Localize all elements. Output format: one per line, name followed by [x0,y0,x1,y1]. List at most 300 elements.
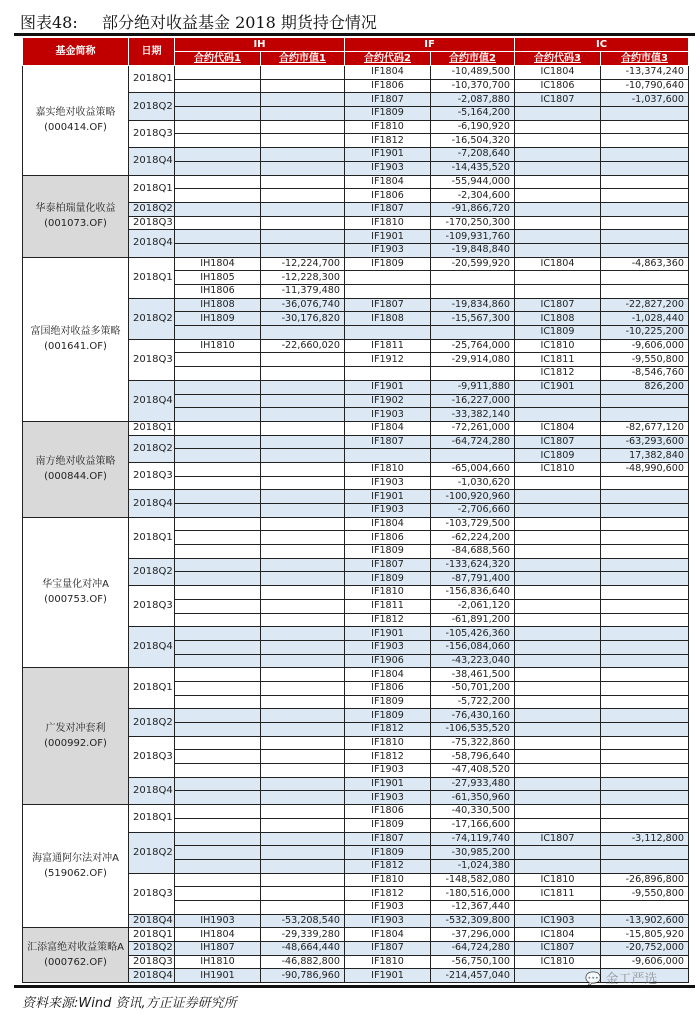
ih-code-cell [175,654,261,668]
quarter-cell: 2018Q1 [129,421,175,435]
ic-value-cell [601,900,689,914]
ic-value-cell: -1,037,600 [601,93,689,107]
ih-value-cell [261,736,345,750]
ic-value-cell: -3,112,800 [601,832,689,846]
if-code-cell: IF1809 [345,107,431,121]
ic-value-cell [601,271,689,285]
ih-code-cell [175,873,261,887]
if-value-cell: -58,796,640 [431,750,515,764]
ih-value-cell: -12,228,300 [261,271,345,285]
ih-code-cell [175,723,261,737]
ic-value-cell: -20,752,000 [601,942,689,956]
ih-code-cell [175,79,261,93]
ih-value-cell [261,353,345,367]
ic-code-cell [515,243,601,257]
ih-code-cell [175,353,261,367]
ic-code-cell: IC1811 [515,887,601,901]
if-value-cell: -148,582,080 [431,873,515,887]
ih-value-cell [261,640,345,654]
if-code-cell: IF1806 [345,531,431,545]
fund-name: 华泰柏瑞量化收益 [35,203,116,215]
ih-value-cell [261,476,345,490]
table-row [23,257,689,271]
if-value-cell: -64,724,280 [431,435,515,449]
ic-code-cell: IC1811 [515,353,601,367]
ic-value-cell [601,134,689,148]
ic-value-cell: -8,546,760 [601,367,689,381]
header-contract-code-3: 合约代码3 [515,52,601,66]
ih-code-cell [175,421,261,435]
ih-value-cell [261,148,345,162]
ic-code-cell [515,695,601,709]
if-value-cell: -65,004,660 [431,462,515,476]
ic-code-cell: IC1807 [515,435,601,449]
ih-value-cell: -11,379,480 [261,285,345,299]
table-row [23,928,689,942]
fund-name: 华宝量化对冲A [42,579,109,591]
ic-value-cell [601,572,689,586]
if-code-cell: IF1810 [345,955,431,969]
if-value-cell: -72,261,000 [431,421,515,435]
ih-value-cell [261,175,345,189]
ic-code-cell: IC1810 [515,873,601,887]
ih-value-cell: -30,176,820 [261,312,345,326]
ih-code-cell [175,736,261,750]
table-row [23,805,689,819]
ih-code-cell [175,380,261,394]
fund-code: (001073.OF) [44,218,107,230]
fund-name: 嘉实绝对收益策略 [35,107,116,119]
ih-code-cell [175,148,261,162]
ih-code-cell [175,805,261,819]
fund-name-cell [23,66,129,176]
quarter-cell: 2018Q3 [129,873,175,914]
if-code-cell [345,449,431,463]
if-value-cell: -61,350,960 [431,791,515,805]
ih-code-cell [175,326,261,340]
ih-value-cell: -90,786,960 [261,969,345,983]
ic-code-cell [515,476,601,490]
ic-value-cell [601,736,689,750]
ic-value-cell: -63,293,600 [601,435,689,449]
ic-value-cell [601,750,689,764]
ih-code-cell [175,175,261,189]
ic-code-cell [515,681,601,695]
figure-number: 图表48: [20,13,78,32]
fund-name: 富国绝对收益多策略 [30,326,121,338]
ic-value-cell [601,243,689,257]
if-code-cell: IF1903 [345,408,431,422]
ic-code-cell: IC1807 [515,832,601,846]
quarter-cell: 2018Q3 [129,736,175,777]
ic-code-cell [515,216,601,230]
ic-value-cell [601,107,689,121]
if-value-cell: -74,119,740 [431,832,515,846]
if-value-cell: -17,166,600 [431,818,515,832]
if-code-cell: IF1804 [345,421,431,435]
ic-code-cell [515,148,601,162]
if-value-cell: -12,367,440 [431,900,515,914]
ic-code-cell [515,586,601,600]
if-code-cell: IF1901 [345,627,431,641]
ih-code-cell [175,216,261,230]
if-code-cell: IF1903 [345,504,431,518]
if-code-cell: IF1810 [345,462,431,476]
if-code-cell: IF1806 [345,79,431,93]
if-value-cell: -156,084,060 [431,640,515,654]
top-rule [14,33,695,36]
ih-value-cell [261,654,345,668]
if-value-cell [431,449,515,463]
ic-value-cell: -9,550,800 [601,887,689,901]
ic-value-cell [601,189,689,203]
fund-code: (000414.OF) [44,122,107,134]
if-value-cell: -75,322,860 [431,736,515,750]
ih-value-cell [261,189,345,203]
ih-code-cell [175,120,261,134]
fund-code: (001641.OF) [44,341,107,353]
ic-value-cell [601,695,689,709]
fund-name-cell [23,805,129,928]
ic-code-cell [515,736,601,750]
ic-value-cell: -9,550,800 [601,353,689,367]
if-value-cell: -2,087,880 [431,93,515,107]
table-row [23,517,689,531]
ih-value-cell [261,586,345,600]
ih-code-cell [175,230,261,244]
if-code-cell: IF1901 [345,230,431,244]
if-value-cell: -16,227,000 [431,394,515,408]
ih-value-cell [261,558,345,572]
ih-code-cell: IH1901 [175,969,261,983]
ih-code-cell [175,832,261,846]
if-code-cell: IF1804 [345,175,431,189]
if-code-cell: IF1903 [345,900,431,914]
ic-code-cell [515,668,601,682]
if-value-cell: -5,164,200 [431,107,515,121]
quarter-cell: 2018Q4 [129,777,175,804]
ih-value-cell [261,408,345,422]
if-code-cell: IF1810 [345,586,431,600]
ic-code-cell [515,202,601,216]
ic-code-cell: IC1808 [515,312,601,326]
if-value-cell [431,367,515,381]
ic-code-cell: IC1903 [515,914,601,928]
if-code-cell [345,367,431,381]
ih-value-cell [261,723,345,737]
ih-value-cell [261,668,345,682]
if-code-cell: IF1810 [345,120,431,134]
if-value-cell: -2,304,600 [431,189,515,203]
ic-value-cell: 826,200 [601,380,689,394]
ih-value-cell [261,545,345,559]
quarter-cell: 2018Q2 [129,558,175,585]
figure-caption: 部分绝对收益基金 2018 期货持仓情况 [102,13,377,32]
quarter-cell: 2018Q1 [129,257,175,298]
ic-value-cell: -22,827,200 [601,298,689,312]
ic-value-cell: -15,805,920 [601,928,689,942]
ih-value-cell [261,107,345,121]
ih-value-cell [261,818,345,832]
if-code-cell: IF1903 [345,640,431,654]
ih-value-cell [261,462,345,476]
ih-value-cell [261,627,345,641]
ih-value-cell [261,900,345,914]
ih-value-cell [261,216,345,230]
table-row [23,66,689,80]
quarter-cell: 2018Q4 [129,969,175,983]
ic-value-cell: -13,902,600 [601,914,689,928]
ic-code-cell [515,859,601,873]
ih-code-cell [175,107,261,121]
ic-code-cell: IC1809 [515,449,601,463]
ic-code-cell [515,613,601,627]
ih-value-cell [261,873,345,887]
ic-code-cell [515,531,601,545]
ih-value-cell: -36,076,740 [261,298,345,312]
quarter-cell: 2018Q3 [129,955,175,969]
ih-value-cell [261,380,345,394]
if-code-cell: IF1808 [345,312,431,326]
ic-code-cell [515,599,601,613]
ih-code-cell [175,791,261,805]
ih-code-cell [175,394,261,408]
ic-value-cell [601,859,689,873]
ih-code-cell [175,681,261,695]
ic-value-cell [601,723,689,737]
ih-value-cell [261,66,345,80]
ih-code-cell: IH1807 [175,942,261,956]
ic-value-cell [601,161,689,175]
ic-code-cell [515,627,601,641]
if-value-cell: -7,208,640 [431,148,515,162]
if-value-cell: -2,061,120 [431,599,515,613]
if-code-cell: IF1806 [345,189,431,203]
ih-value-cell [261,613,345,627]
ic-value-cell: -26,896,800 [601,873,689,887]
ic-code-cell: IC1810 [515,339,601,353]
quarter-cell: 2018Q4 [129,914,175,928]
if-value-cell: -103,729,500 [431,517,515,531]
ic-code-cell: IC1807 [515,942,601,956]
if-code-cell: IF1804 [345,928,431,942]
quarter-cell: 2018Q1 [129,928,175,942]
if-value-cell: -56,750,100 [431,955,515,969]
if-code-cell: IF1811 [345,599,431,613]
ic-code-cell [515,285,601,299]
ih-code-cell [175,764,261,778]
if-value-cell: -62,224,200 [431,531,515,545]
if-value-cell: -180,516,000 [431,887,515,901]
ih-value-cell [261,435,345,449]
quarter-cell: 2018Q2 [129,832,175,873]
ih-value-cell [261,859,345,873]
if-code-cell: IF1809 [345,709,431,723]
ic-code-cell: IC1812 [515,367,601,381]
ic-value-cell [601,476,689,490]
if-code-cell: IF1807 [345,558,431,572]
ih-value-cell [261,599,345,613]
if-code-cell [345,285,431,299]
if-value-cell: -15,567,300 [431,312,515,326]
ic-code-cell [515,846,601,860]
ic-code-cell [515,750,601,764]
ic-code-cell: IC1806 [515,79,601,93]
ic-code-cell: IC1804 [515,928,601,942]
ic-value-cell [601,791,689,805]
ic-code-cell [515,805,601,819]
ic-value-cell [601,805,689,819]
fund-code: (000992.OF) [44,738,107,750]
ih-code-cell: IH1903 [175,914,261,928]
ih-code-cell [175,161,261,175]
header-group-ic: IC [515,38,689,52]
quarter-cell: 2018Q4 [129,380,175,421]
if-value-cell: -47,408,520 [431,764,515,778]
header-contract-value-1: 合约市值1 [261,52,345,66]
wechat-icon: 💬 [585,972,602,987]
ih-value-cell [261,791,345,805]
if-value-cell: -14,435,520 [431,161,515,175]
header-group-ih: IH [175,38,345,52]
if-code-cell: IF1807 [345,435,431,449]
ic-code-cell [515,545,601,559]
ic-code-cell: IC1804 [515,421,601,435]
ih-value-cell [261,846,345,860]
ic-value-cell [601,517,689,531]
ic-code-cell [515,120,601,134]
if-value-cell: -532,309,800 [431,914,515,928]
ic-code-cell: IC1807 [515,298,601,312]
ih-code-cell [175,93,261,107]
if-code-cell: IF1809 [345,846,431,860]
ih-value-cell [261,531,345,545]
ic-value-cell [601,777,689,791]
if-code-cell: IF1809 [345,257,431,271]
if-code-cell: IF1812 [345,887,431,901]
if-value-cell: -76,430,160 [431,709,515,723]
ih-code-cell: IH1806 [175,285,261,299]
ic-value-cell [601,394,689,408]
if-value-cell: -64,724,280 [431,942,515,956]
watermark [585,968,657,987]
figure-title [20,10,377,33]
ih-value-cell [261,504,345,518]
ic-value-cell [601,558,689,572]
fund-code: (000753.OF) [44,594,107,606]
ic-value-cell [601,545,689,559]
quarter-cell: 2018Q3 [129,462,175,489]
ic-code-cell: IC1810 [515,955,601,969]
if-code-cell: IF1912 [345,353,431,367]
if-code-cell: IF1807 [345,298,431,312]
quarter-cell: 2018Q1 [129,805,175,832]
if-code-cell: IF1901 [345,777,431,791]
quarter-cell: 2018Q3 [129,339,175,380]
if-value-cell: -156,836,640 [431,586,515,600]
if-value-cell: -20,599,920 [431,257,515,271]
if-code-cell: IF1807 [345,942,431,956]
header-contract-code-1: 合约代码1 [175,52,261,66]
fund-code: (519062.OF) [44,868,107,880]
ic-value-cell [601,531,689,545]
fund-name: 南方绝对收益策略 [35,456,116,468]
ic-code-cell [515,271,601,285]
quarter-cell: 2018Q1 [129,175,175,202]
ic-value-cell [601,504,689,518]
ih-code-cell [175,449,261,463]
if-code-cell: IF1902 [345,394,431,408]
quarter-cell: 2018Q4 [129,148,175,175]
ic-value-cell [601,408,689,422]
if-code-cell: IF1806 [345,805,431,819]
quarter-cell: 2018Q1 [129,66,175,93]
ih-code-cell: IH1808 [175,298,261,312]
ic-code-cell [515,490,601,504]
ih-code-cell [175,818,261,832]
ih-value-cell [261,709,345,723]
if-code-cell: IF1810 [345,216,431,230]
ih-value-cell [261,243,345,257]
ic-code-cell [515,764,601,778]
ih-code-cell [175,900,261,914]
ic-value-cell [601,846,689,860]
ih-code-cell: IH1809 [175,312,261,326]
futures-holdings-table [22,37,689,983]
fund-name-cell [23,175,129,257]
if-code-cell: IF1810 [345,873,431,887]
ic-value-cell [601,668,689,682]
ic-code-cell [515,777,601,791]
if-code-cell: IF1812 [345,723,431,737]
ic-code-cell: IC1901 [515,380,601,394]
quarter-cell: 2018Q2 [129,202,175,216]
ih-value-cell [261,93,345,107]
if-value-cell: -10,370,700 [431,79,515,93]
ic-value-cell [601,709,689,723]
if-value-cell: -214,457,040 [431,969,515,983]
quarter-cell: 2018Q4 [129,627,175,668]
ic-value-cell [601,230,689,244]
if-value-cell: -9,911,880 [431,380,515,394]
if-value-cell [431,326,515,340]
if-value-cell: -109,931,760 [431,230,515,244]
ic-code-cell [515,572,601,586]
ih-code-cell: IH1805 [175,271,261,285]
ih-code-cell [175,640,261,654]
ic-code-cell [515,558,601,572]
ih-value-cell [261,134,345,148]
ih-code-cell [175,750,261,764]
ic-code-cell: IC1807 [515,93,601,107]
ih-code-cell [175,887,261,901]
ih-value-cell [261,490,345,504]
if-value-cell: -106,535,520 [431,723,515,737]
if-code-cell: IF1809 [345,545,431,559]
ih-code-cell [175,66,261,80]
ih-value-cell [261,517,345,531]
ih-value-cell [261,394,345,408]
if-code-cell: IF1804 [345,66,431,80]
ih-code-cell [175,367,261,381]
ih-code-cell: IH1804 [175,257,261,271]
if-value-cell: -16,504,320 [431,134,515,148]
header-contract-value-3: 合约市值3 [601,52,689,66]
ic-value-cell: -9,606,000 [601,339,689,353]
ih-value-cell [261,230,345,244]
if-code-cell: IF1812 [345,613,431,627]
ih-code-cell [175,599,261,613]
